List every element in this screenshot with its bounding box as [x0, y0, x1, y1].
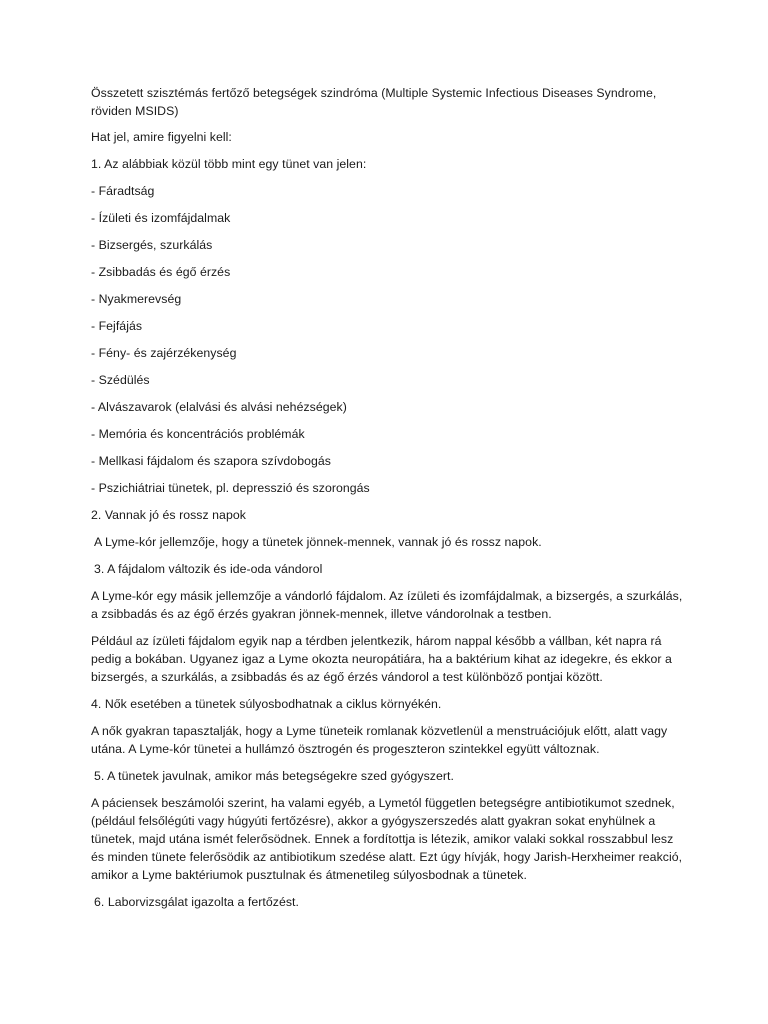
document-title: Összetett szisztémás fertőző betegségek szindróma (Multiple Systemic Infectious Diseases Syndrome, röviden MSIDS)	[91, 86, 657, 118]
section-1-heading: 1. Az alábbiak közül több mint egy tünet van jelen:	[91, 157, 367, 171]
symptom-list-item: - Ízületi és izomfájdalmak	[91, 211, 231, 225]
symptom-list-item: - Alvászavarok (elalvási és alvási nehézségek)	[91, 400, 347, 414]
document-subtitle: Hat jel, amire figyelni kell:	[91, 130, 232, 144]
section-6-heading: 6. Laborvizsgálat igazolta a fertőzést.	[94, 895, 299, 909]
section-3-heading: 3. A fájdalom változik és ide-oda vándorol	[94, 562, 323, 576]
section-2-heading: 2. Vannak jó és rossz napok	[91, 508, 246, 522]
symptom-list-item: - Pszichiátriai tünetek, pl. depresszió és szorongás	[91, 481, 370, 495]
symptom-list-item: - Nyakmerevség	[91, 292, 182, 306]
section-4-heading: 4. Nők esetében a tünetek súlyosbodhatnak a ciklus környékén.	[91, 697, 442, 711]
section-3-paragraph-1: A Lyme-kór egy másik jellemzője a vándorló fájdalom. Az ízületi és izomfájdalmak, a bizsergés, a szurkálás, a zsibbadás és az égő érzés gyakran jönnek-mennek, illetve vándorolnak a testben.	[91, 589, 683, 621]
symptom-list-item: - Fáradtság	[91, 184, 155, 198]
symptom-list-item: - Szédülés	[91, 373, 150, 387]
section-2-text: A Lyme-kór jellemzője, hogy a tünetek jönnek-mennek, vannak jó és rossz napok.	[94, 535, 542, 549]
symptom-list-item: - Bizsergés, szurkálás	[91, 238, 213, 252]
section-5-heading: 5. A tünetek javulnak, amikor más betegségekre szed gyógyszert.	[94, 769, 454, 783]
symptom-list-item: - Fény- és zajérzékenység	[91, 346, 237, 360]
section-5-text: A páciensek beszámolói szerint, ha valami egyéb, a Lymetól független betegségre antibiotikumot szednek, (például felsőlégúti vagy húgyúti fertőzésre), akkor a gyógyszerszedés alatt gyakran sokat enyhülnek a tünetek, majd utána ismét felerősödnek. Ennek a fordítottja is létezik, amikor valaki sokkal rosszabbul lesz és minden tünete felerősödik az antibiotikum szedése alatt. Ezt úgy hívják, hogy Jarish-Herxheimer reakció, amikor a Lyme baktériumok pusztulnak és átmenetileg súlyosbodnak a tünetek.	[91, 796, 683, 882]
section-4-text: A nők gyakran tapasztalják, hogy a Lyme tüneteik romlanak közvetlenül a menstruációjuk előtt, alatt vagy utána. A Lyme-kór tünetei a hullámzó ösztrogén és progeszteron szintekkel együtt változnak.	[91, 724, 668, 756]
symptom-list-item: - Mellkasi fájdalom és szapora szívdobogás	[91, 454, 331, 468]
section-3-paragraph-2: Például az ízületi fájdalom egyik nap a térdben jelentkezik, három nappal később a vállban, két napra rá pedig a bokában. Ugyanez igaz a Lyme okozta neuropátiára, ha a baktérium kihat az idegekre, és ekkor a bizsergés, a szurkálás, a zsibbadás és az égő érzés vándorol a test különböző pontjai között.	[91, 634, 672, 684]
symptom-list-item: - Fejfájás	[91, 319, 143, 333]
symptom-list-item: - Zsibbadás és égő érzés	[91, 265, 231, 279]
symptom-list-item: - Memória és koncentrációs problémák	[91, 427, 305, 441]
